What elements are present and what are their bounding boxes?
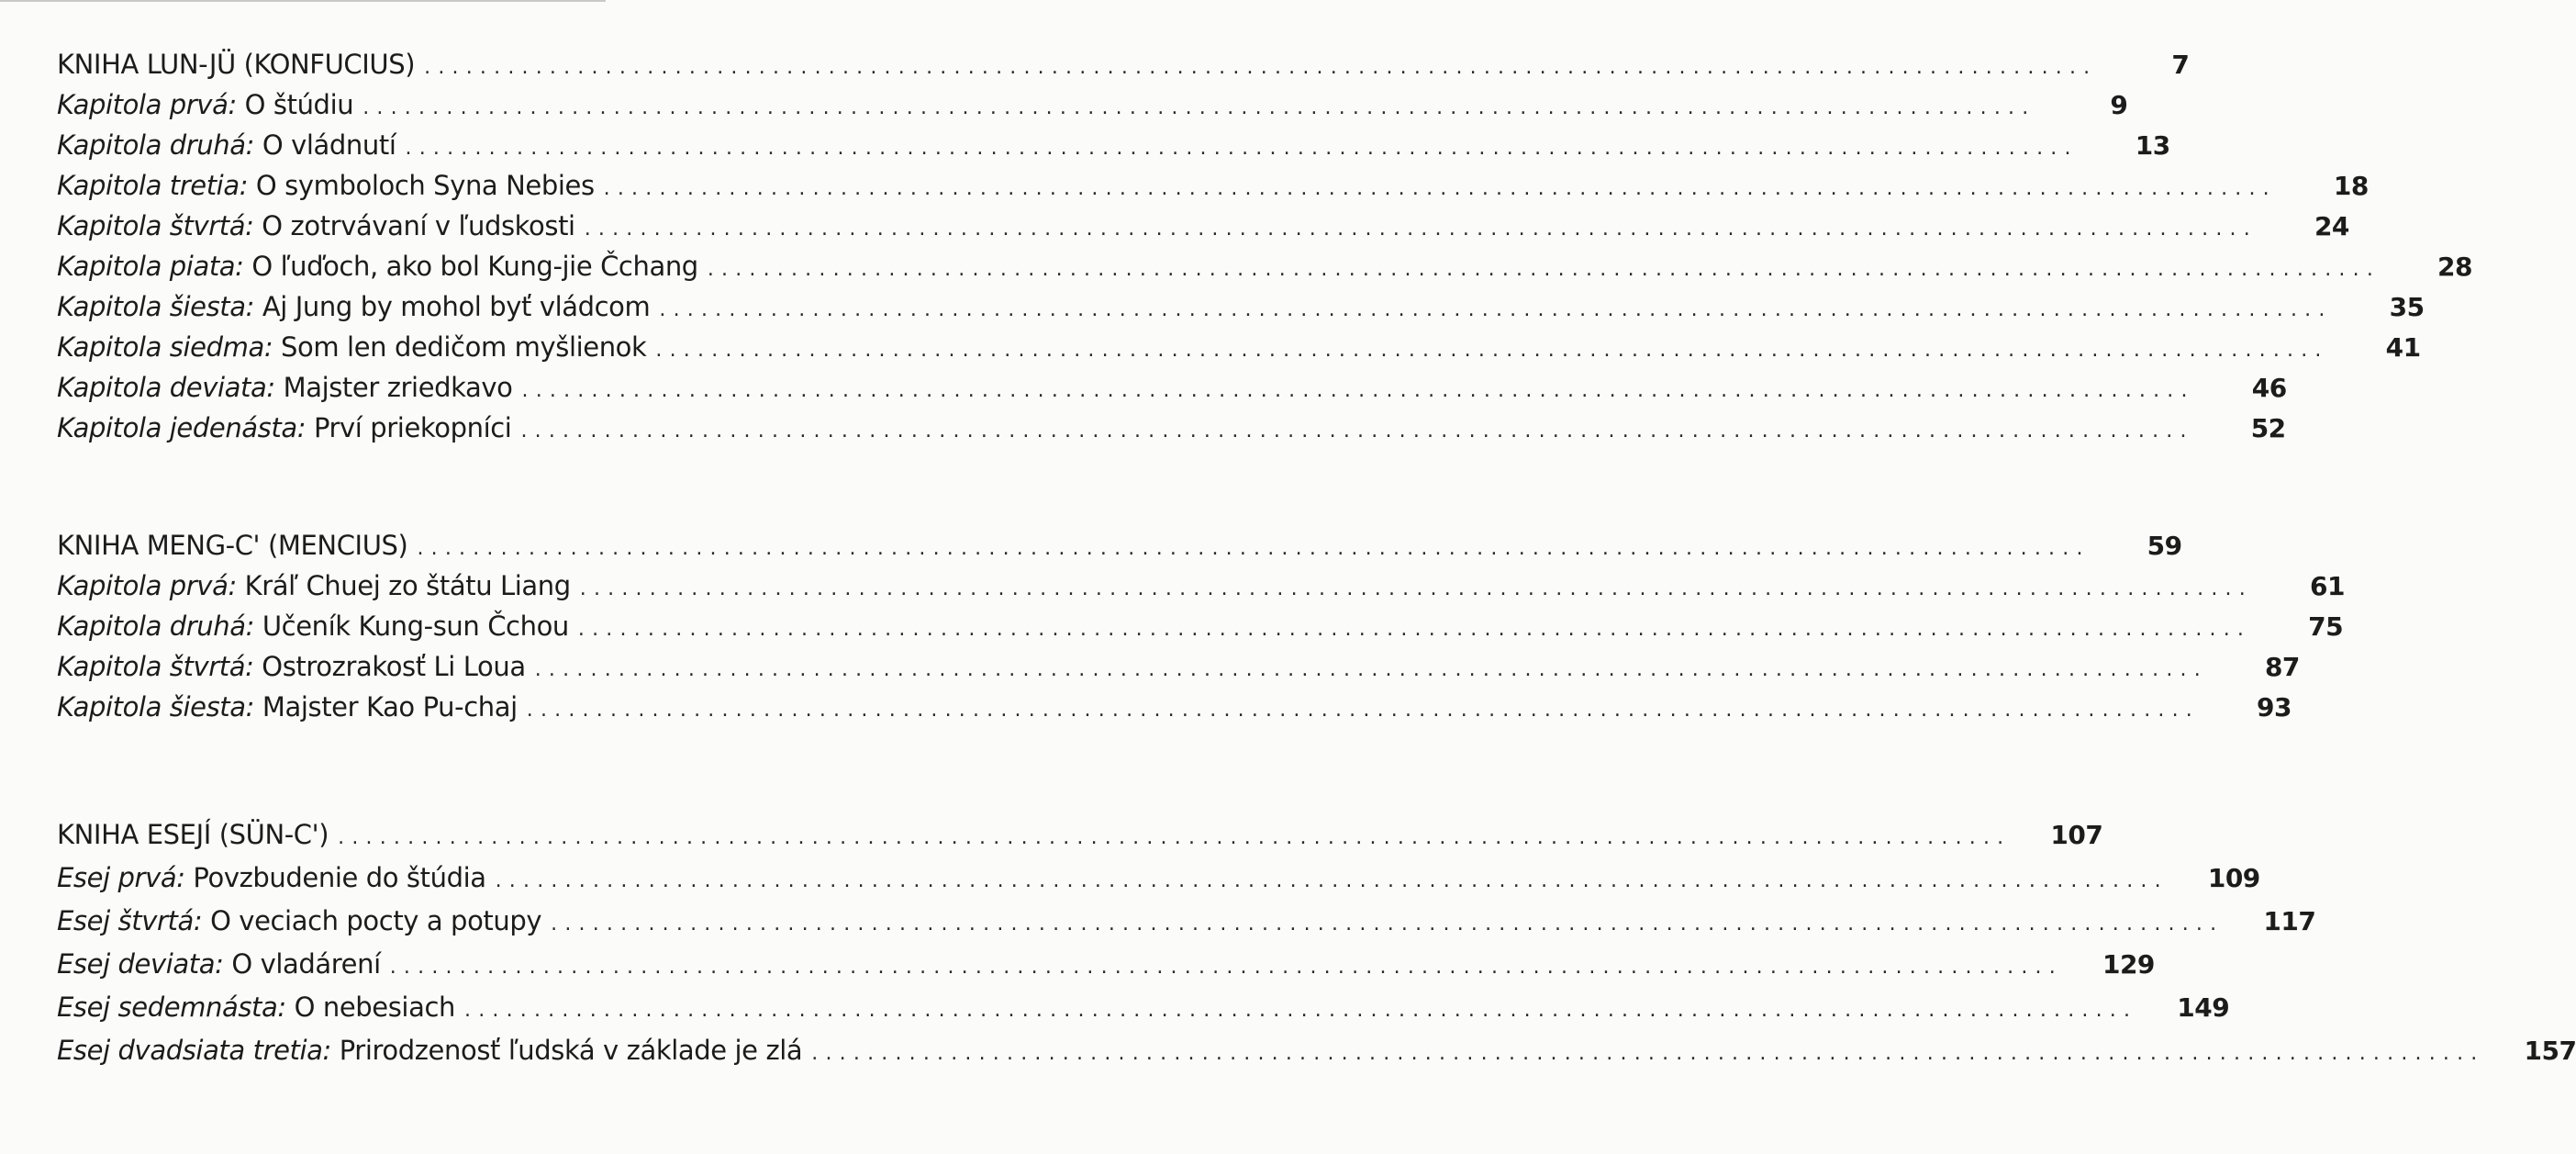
toc-book-heading [57,44,2190,84]
dot-leader: ........................................................................................................................ [417,537,2091,560]
entry-separator: : [245,611,255,642]
page-number: 107 [2050,820,2103,850]
page-number: 28 [2437,252,2473,282]
entry-title: O vládnutí [262,129,396,161]
dot-leader: ........................................................................................................................ [551,913,2225,936]
entry-separator: : [266,372,275,403]
entry-label: Kapitola deviata [57,372,267,403]
page-number: 9 [2110,90,2128,120]
dot-leader: ........................................................................................................................ [405,137,2079,160]
book-title: KNIHA MENG-C' (MENCIUS) [57,530,408,561]
entry-label: Kapitola piata [57,251,236,282]
entry-separator: : [245,651,254,682]
entry-label: Esej dvadsiata tretia [57,1035,323,1066]
dot-leader: ........................................................................................................................ [584,218,2258,241]
toc-entry [57,246,2473,286]
page-number: 24 [2314,211,2349,241]
entry-separator: : [215,948,224,980]
page-number: 109 [2207,863,2260,893]
page-number: 59 [2147,531,2182,561]
entry-title: Majster zriedkavo [283,372,513,403]
toc-entry [57,687,2292,727]
entry-label: Kapitola tretia [57,170,240,201]
toc-section-sun-c [57,813,2576,1072]
toc-entry [57,857,2260,900]
entry-title: Prirodzenosť ľudská v základe je zlá [339,1035,803,1066]
page-number: 18 [2333,171,2369,201]
toc-entry [57,84,2128,125]
table-of-contents [57,44,2576,1072]
toc-entry [57,986,2230,1029]
entry-separator: : [228,89,237,120]
page-number: 93 [2257,692,2292,723]
toc-book-heading [57,525,2182,566]
entry-label: Kapitola šiesta [57,291,246,322]
entry-label: Kapitola siedma [57,331,264,363]
entry-label: Kapitola prvá [57,570,229,601]
toc-entry [57,943,2155,986]
dot-leader: ........................................................................................................................ [655,339,2329,362]
dot-leader: ........................................................................................................................ [534,658,2208,681]
toc-entry [57,566,2345,606]
entry-label: Kapitola štvrtá [57,210,246,241]
entry-label: Kapitola štvrtá [57,651,246,682]
toc-section-lun-ju [57,44,2473,448]
entry-separator: : [245,291,255,322]
dot-leader: ........................................................................................................................ [362,96,2036,119]
page-number: 149 [2177,992,2230,1023]
entry-separator: : [296,412,307,443]
entry-separator: : [245,210,254,241]
entry-separator: : [235,251,244,282]
page-number: 46 [2251,373,2287,403]
toc-entry [57,900,2316,943]
entry-title: Kráľ Chuej zo štátu Liang [244,570,571,601]
entry-title: O ľuďoch, ako bol Kung-jie Čchang [251,251,698,282]
dot-leader: ........................................................................................................................ [495,869,2169,892]
entry-label: Kapitola druhá [57,611,246,642]
entry-separator: : [322,1035,331,1066]
page-number: 35 [2389,292,2425,322]
page-number: 157 [2524,1036,2576,1066]
toc-entry [57,286,2425,327]
entry-label: Esej štvrtá [57,905,194,936]
dot-leader: ........................................................................................................................ [521,379,2195,402]
entry-separator: : [239,170,249,201]
entry-separator: : [263,331,273,363]
dot-leader: ........................................................................................................................ [424,56,2098,79]
entry-title: Povzbudenie do štúdia [193,862,486,893]
entry-title: Som len dedičom myšlienok [281,331,647,363]
page-number: 61 [2309,571,2345,601]
entry-label: Kapitola prvá [57,89,229,120]
page-number: 117 [2263,906,2316,936]
toc-entry [57,165,2369,206]
dot-leader: ........................................................................................................................ [577,618,2252,641]
dot-leader: ........................................................................................................................ [811,1042,2485,1065]
page-number: 87 [2264,652,2300,682]
dot-leader: ........................................................................................................................ [338,826,2012,849]
toc-entry [57,327,2421,367]
toc-book-heading [57,813,2103,857]
page-number: 75 [2308,611,2344,642]
top-rule [0,0,606,2]
entry-title: O vladárení [231,948,381,980]
toc-entry [57,1029,2576,1072]
entry-label: Kapitola druhá [57,129,246,161]
entry-title: Učeník Kung-sun Čchou [262,611,569,642]
toc-entry [57,125,2170,165]
dot-leader: ........................................................................................................................ [526,699,2200,722]
entry-title: O zotrvávaní v ľudskosti [262,210,575,241]
entry-label: Kapitola jedenásta [57,412,297,443]
book-title: KNIHA ESEJÍ (SÜN-C') [57,819,329,850]
entry-title: O štúdiu [244,89,354,120]
page-number: 52 [2250,413,2286,443]
entry-separator: : [228,570,237,601]
page-number: 129 [2102,949,2155,980]
entry-label: Esej prvá [57,862,177,893]
dot-leader: ........................................................................................................................ [520,420,2194,443]
page-number: 7 [2171,50,2190,80]
entry-separator: : [245,129,255,161]
page-number: 41 [2385,332,2421,363]
book-title: KNIHA LUN-JÜ (KONFUCIUS) [57,49,416,80]
dot-leader: ........................................................................................................................ [659,298,2333,321]
entry-title: O veciach pocty a potupy [210,905,542,936]
dot-leader: ........................................................................................................................ [464,999,2138,1022]
entry-label: Kapitola šiesta [57,691,246,723]
entry-title: Aj Jung by mohol byť vládcom [262,291,651,322]
entry-title: O nebesiach [294,992,455,1023]
entry-separator: : [245,691,255,723]
toc-entry [57,367,2287,408]
entry-separator: : [176,862,185,893]
entry-label: Esej sedemnásta [57,992,278,1023]
page-number: 13 [2135,130,2170,161]
toc-entry [57,408,2286,448]
entry-separator: : [193,905,203,936]
entry-separator: : [277,992,286,1023]
dot-leader: ........................................................................................................................ [389,956,2063,979]
entry-title: O symboloch Syna Nebies [255,170,595,201]
toc-entry [57,646,2300,687]
entry-title: Ostrozrakosť Li Loua [262,651,526,682]
dot-leader: ........................................................................................................................ [707,258,2381,281]
toc-section-meng-c [57,525,2345,727]
dot-leader: ........................................................................................................................ [603,177,2277,200]
toc-entry [57,606,2344,646]
entry-label: Esej deviata [57,948,216,980]
entry-title: Majster Kao Pu-chaj [262,691,518,723]
entry-title: Prví priekopníci [313,412,512,443]
dot-leader: ........................................................................................................................ [579,577,2253,600]
toc-entry [57,206,2349,246]
